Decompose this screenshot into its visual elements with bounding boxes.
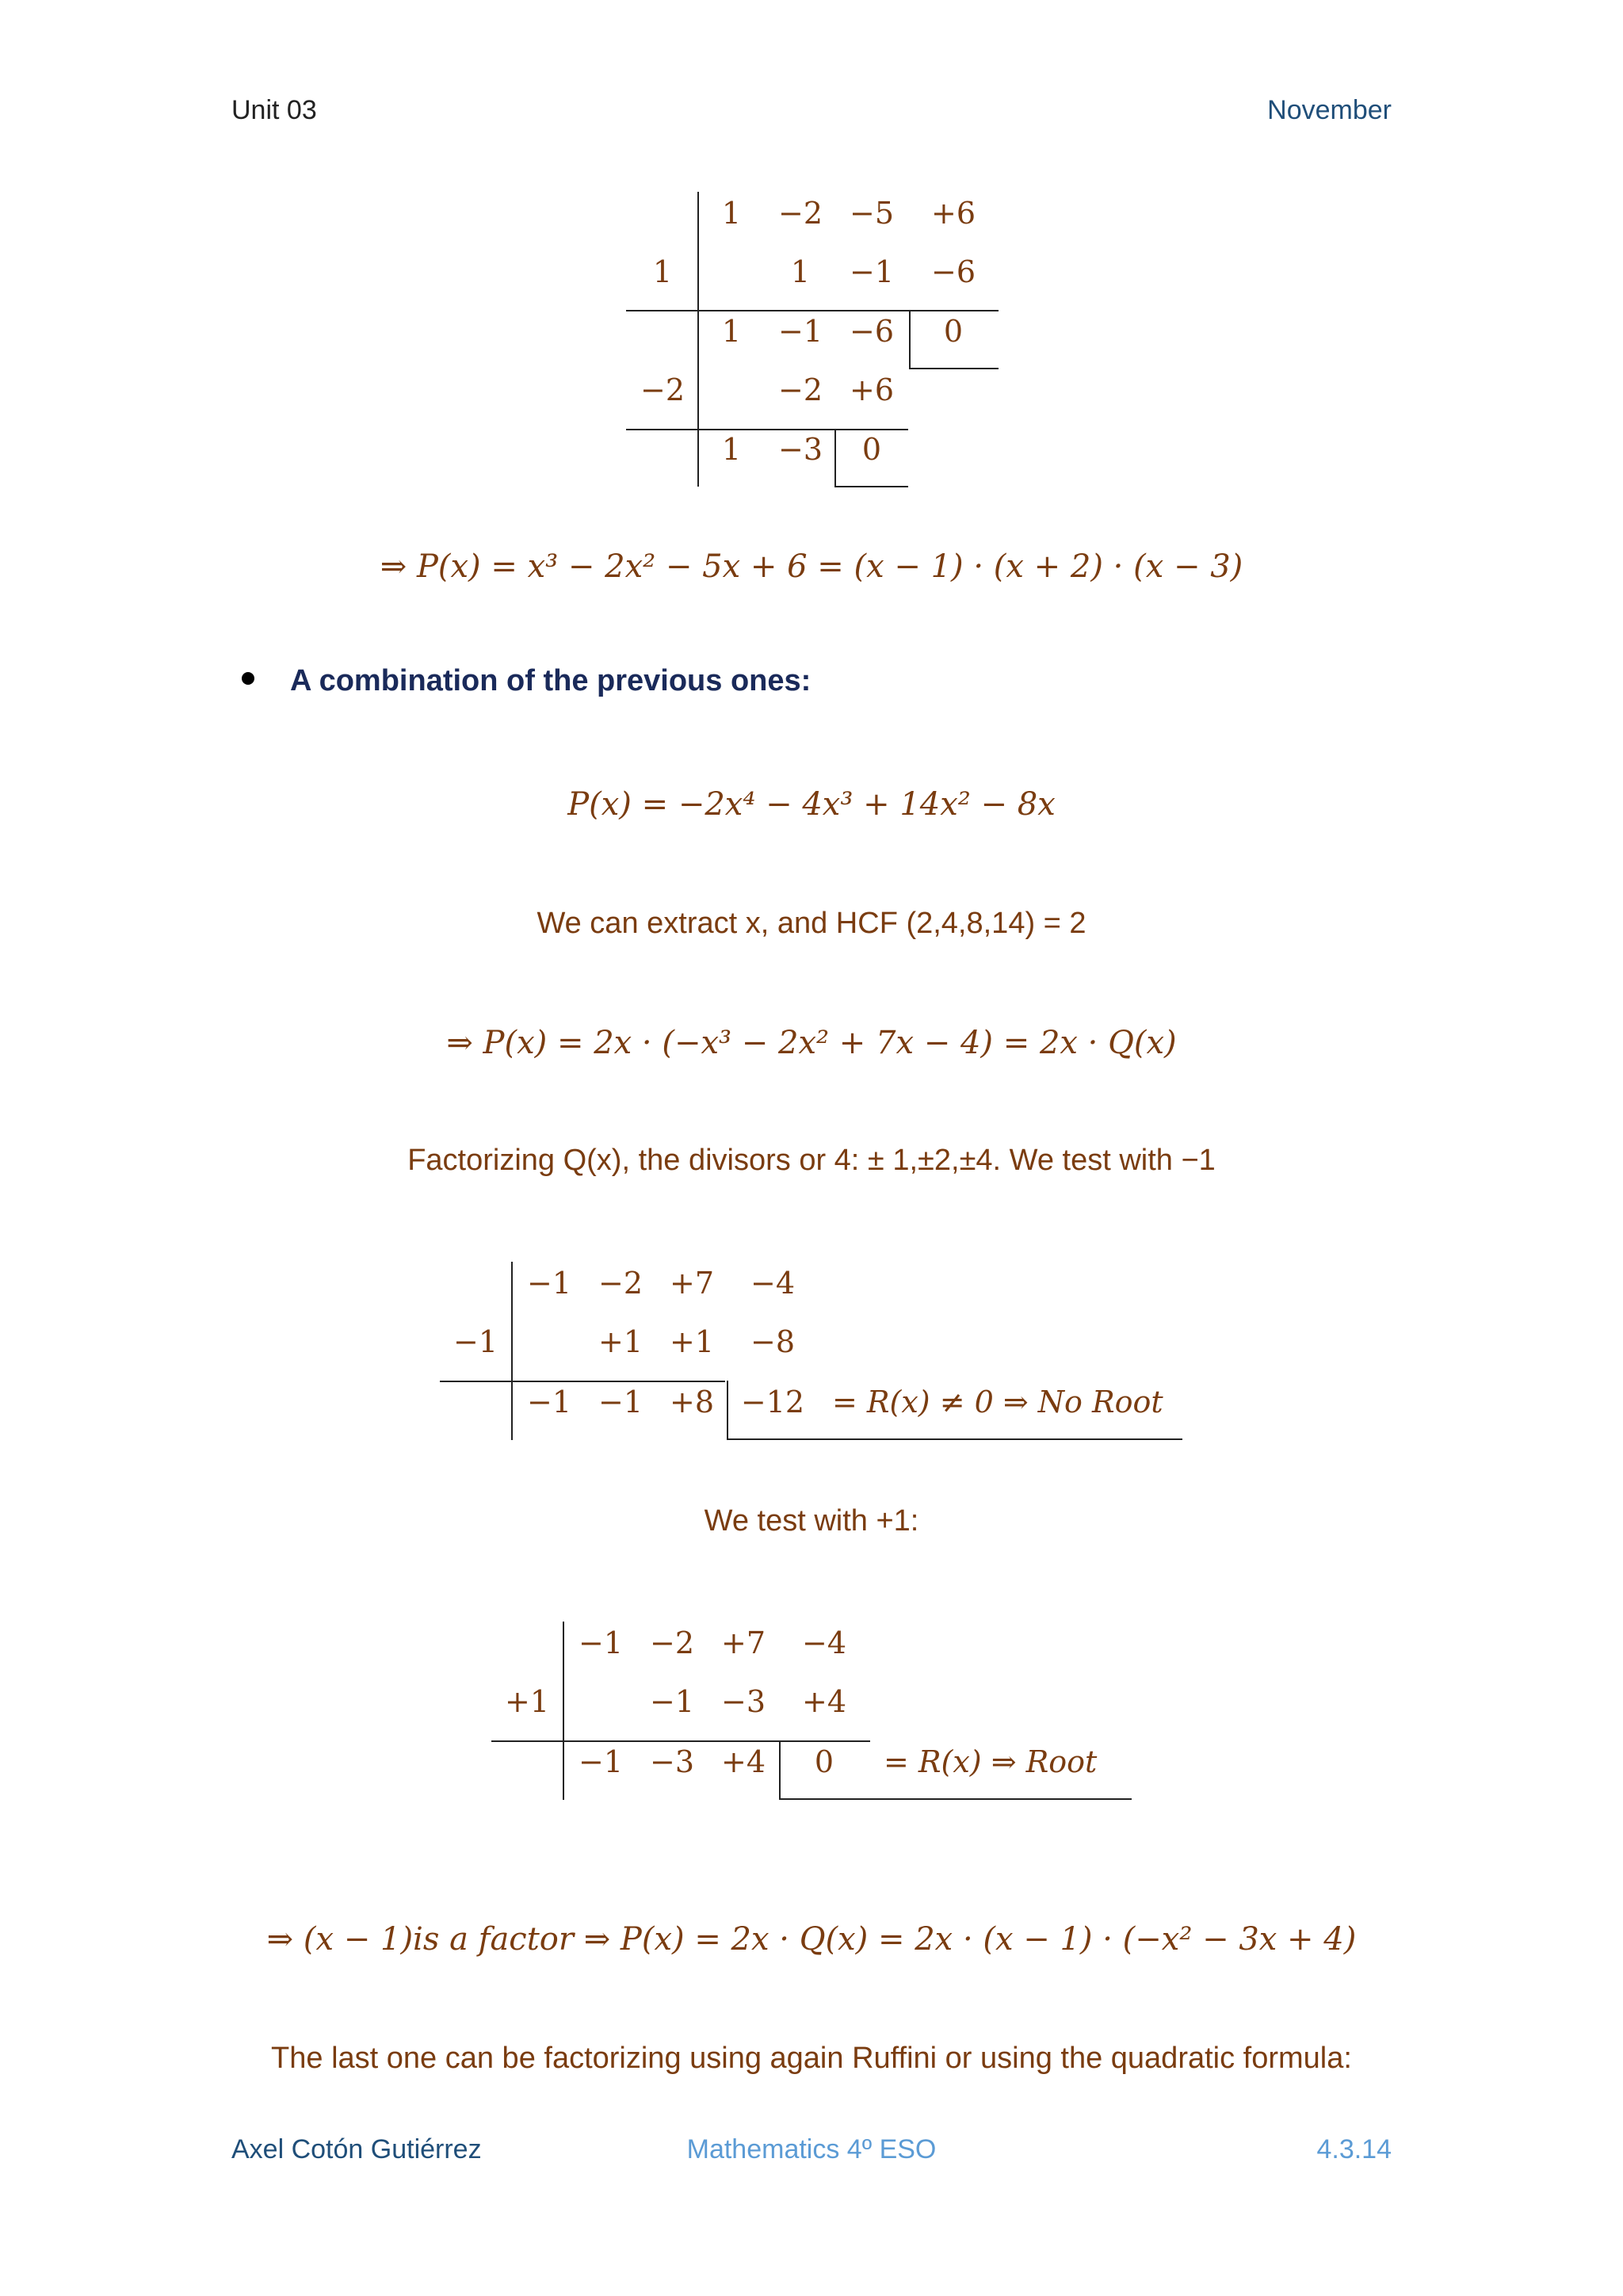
divisors-text: Factorizing Q(x), the divisors or 4: ± 1,±2,±4. We test with −1 xyxy=(407,1144,1216,1177)
equation-factorization-1: ⇒ P(x) = x³ − 2x² − 5x + 6 = (x − 1) · (x + 2) · (x − 3) xyxy=(380,548,1243,585)
footer-course: Mathematics 4º ESO xyxy=(686,2134,937,2164)
ruffini3-hline xyxy=(491,1740,870,1742)
ruffini2-r3-c2: −1 xyxy=(598,1385,643,1419)
polynomial-definition: P(x) = −2x⁴ − 4x³ + 14x² − 8x xyxy=(567,786,1056,823)
ruffini1-hline-2 xyxy=(626,429,908,430)
ruffini1-r2-c4: −6 xyxy=(930,254,976,289)
ruffini2-divisor: −1 xyxy=(453,1324,498,1359)
ruffini1-r4-c2: −2 xyxy=(777,372,823,407)
ruffini1-r3-c3: −6 xyxy=(849,314,895,349)
section-heading: A combination of the previous ones: xyxy=(290,664,812,697)
header-unit: Unit 03 xyxy=(231,95,317,125)
ruffini1-r2-c2: 1 xyxy=(790,254,811,289)
ruffini1-r2-c3: −1 xyxy=(849,254,895,289)
ruffini1-rem-box-v2 xyxy=(834,429,836,487)
ruffini2-r1-c3: +7 xyxy=(669,1266,715,1301)
ruffini1-rem-box-h2 xyxy=(834,486,908,487)
bullet-dot-icon xyxy=(242,672,254,685)
ruffini1-vertical-line xyxy=(697,192,699,487)
ruffini2-r1-c2: −2 xyxy=(598,1266,643,1301)
ruffini3-divisor: +1 xyxy=(504,1684,550,1719)
ruffini1-r5-c1: 1 xyxy=(721,432,742,467)
ruffini3-r1-c4: −4 xyxy=(801,1626,847,1660)
ruffini2-rem-box-h xyxy=(727,1438,1182,1440)
ruffini1-r3-c2: −1 xyxy=(777,314,823,349)
equation-factorization-2: ⇒ (x − 1)is a factor ⇒ P(x) = 2x · Q(x) = 2x · (x − 1) · (−x² − 3x + 4) xyxy=(266,1921,1357,1958)
footer-page-number: 4.3.14 xyxy=(1316,2134,1392,2164)
ruffini1-remainder-2: 0 xyxy=(861,432,882,467)
ruffini1-rem-box-v1 xyxy=(909,310,911,369)
ruffini2-r1-c1: −1 xyxy=(526,1266,572,1301)
ruffini3-r3-c1: −1 xyxy=(578,1744,624,1779)
ruffini3-rem-box-h xyxy=(779,1798,1132,1800)
ruffini3-r2-c2: −1 xyxy=(649,1684,695,1719)
footer-author: Axel Cotón Gutiérrez xyxy=(231,2134,482,2164)
ruffini2-r2-c2: +1 xyxy=(598,1324,643,1359)
equation-common-factor: ⇒ P(x) = 2x · (−x³ − 2x² + 7x − 4) = 2x · Q(x) xyxy=(446,1025,1177,1061)
ruffini1-r1-c2: −2 xyxy=(777,196,823,231)
ruffini1-hline-1 xyxy=(626,310,999,311)
ruffini3-conclusion: = R(x) ⇒ Root xyxy=(884,1744,1098,1779)
ruffini1-rem-box-h1 xyxy=(909,368,999,369)
ruffini3-remainder: 0 xyxy=(814,1744,834,1779)
test-plus-one-text: We test with +1: xyxy=(704,1504,919,1538)
ruffini1-divisor-1: 1 xyxy=(652,254,673,289)
ruffini3-r3-c2: −3 xyxy=(649,1744,695,1779)
hcf-text: We can extract x, and HCF (2,4,8,14) = 2 xyxy=(537,907,1086,940)
ruffini2-rem-box-v xyxy=(727,1381,728,1440)
header-month: November xyxy=(1267,95,1392,125)
ruffini2-vertical-line xyxy=(511,1262,513,1440)
ruffini3-vertical-line xyxy=(563,1622,564,1800)
ruffini1-r3-c1: 1 xyxy=(721,314,742,349)
ruffini2-r1-c4: −4 xyxy=(750,1266,796,1301)
ruffini3-r1-c1: −1 xyxy=(578,1626,624,1660)
ruffini2-conclusion: = R(x) ≠ 0 ⇒ No Root xyxy=(832,1385,1163,1419)
ruffini3-rem-box-v xyxy=(779,1740,781,1800)
ruffini3-r3-c3: +4 xyxy=(720,1744,766,1779)
ruffini3-r2-c3: −3 xyxy=(720,1684,766,1719)
ruffini1-r1-c4: +6 xyxy=(930,196,976,231)
quadratic-note: The last one can be factorizing using again Ruffini or using the quadratic formula: xyxy=(271,2042,1352,2075)
ruffini2-r2-c4: −8 xyxy=(750,1324,796,1359)
ruffini1-r1-c1: 1 xyxy=(721,196,742,231)
ruffini3-r1-c3: +7 xyxy=(720,1626,766,1660)
ruffini1-r4-c3: +6 xyxy=(849,372,895,407)
ruffini1-divisor-2: −2 xyxy=(640,372,685,407)
ruffini2-r3-c1: −1 xyxy=(526,1385,572,1419)
ruffini1-remainder-1: 0 xyxy=(943,314,964,349)
ruffini3-r1-c2: −2 xyxy=(649,1626,695,1660)
ruffini3-r2-c4: +4 xyxy=(801,1684,847,1719)
ruffini1-r5-c2: −3 xyxy=(777,432,823,467)
ruffini2-remainder: −12 xyxy=(740,1385,805,1419)
ruffini2-r3-c3: +8 xyxy=(669,1385,715,1419)
ruffini2-hline xyxy=(440,1381,725,1382)
ruffini1-r1-c3: −5 xyxy=(849,196,895,231)
ruffini2-r2-c3: +1 xyxy=(669,1324,715,1359)
